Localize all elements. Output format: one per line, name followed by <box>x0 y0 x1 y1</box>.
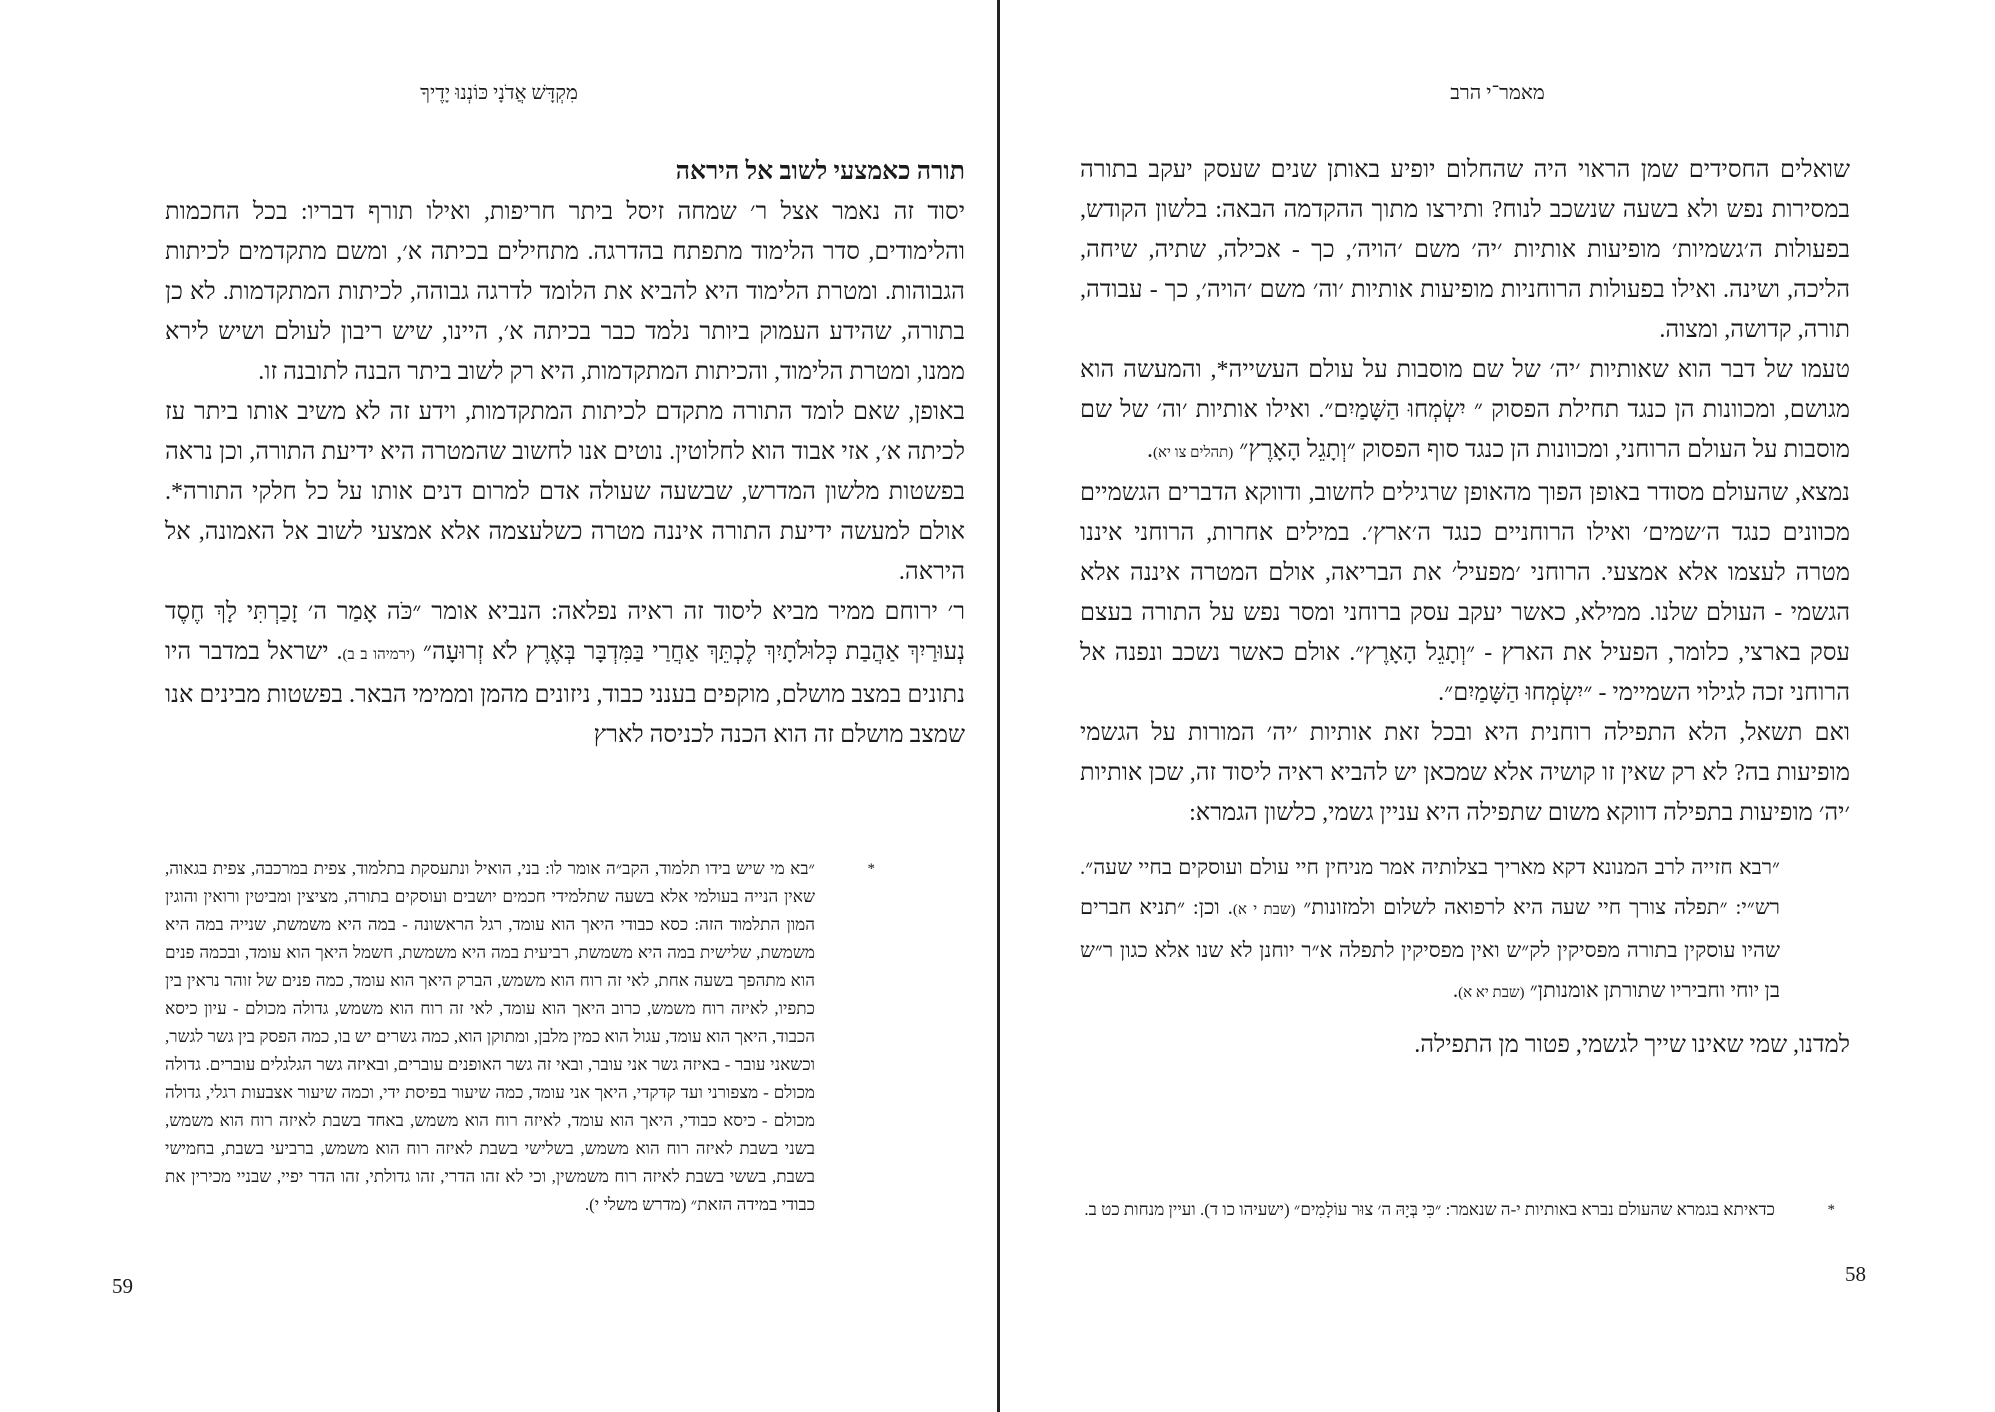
footnote-right <box>1080 1196 1835 1224</box>
conclusion: למדנו, שמי שאינו שייך לגשמי, פטור מן התפילה. <box>1414 1032 1850 1058</box>
footnote-left <box>165 855 875 1219</box>
source-reference: (ירמיהו ב ב) <box>342 647 415 663</box>
footnote-marker: * <box>1827 1202 1835 1218</box>
paragraph: יסוד זה נאמר אצל ר׳ שמחה זיסל ביתר חריפות, ואילו תורף דבריו: בכל החכמות והלימודים, סדר הלימוד מתפתח בהדרגה. מתחילים בכיתה א׳, ומשם מתקדמים לכיתות הגבוהות. ומטרת הלימוד היא להביא את הלומד לדרגה גבוהה, לכיתות המתקדמות. לא כן בתורה, שהידע העמוק ביותר נלמד כבר בכיתה א׳, היינו, שיש ריבון לעולם ושיש לירא ממנו, ומטרת הלימוד, והכיתות המתקדמות, היא רק לשוב ביתר הבנה לתובנה זו. <box>165 199 965 385</box>
paragraph-text: . <box>1147 437 1154 463</box>
footnote-text: כדאיתא בגמרא שהעולם נברא באותיות י-ה שנאמר: ״כִּי בְּיָהּ ה׳ צוּר עוֹלָמִים״ (ישעיהו כו ד). ועיין מנחות כט ב. <box>1084 1200 1775 1219</box>
source-reference: (שבת יא א) <box>1458 985 1525 1001</box>
source-reference: (שבת י א) <box>1232 902 1296 918</box>
paragraph: באופן, שאם לומד התורה מתקדם לכיתות המתקדמות, וידע זה לא משיב אותו ביתר עז לכיתה א׳, אזי אבוד הוא לחלוטין. נוטים אנו לחשוב שהמטרה היא ידיעת התורה, וכן נראה בפשטות מלשון המדרש, שבשעה שעולה אדם למרום דנים אותו על כל חלקי התורה*. אולם למעשה ידיעת התורה איננה מטרה כשלעצמה אלא אמצעי לשוב אל האמונה, אל היראה. <box>165 399 965 585</box>
quote-text: ״רבא חזייה לרב המנונא דקא מאריך בצלותיה אמר מניחין חיי עולם ועוסקים בחיי שעה״. רש״י: ״תפלה צורך חיי שעה היא לרפואה לשלום ולמזונות״ <box>1080 855 1780 919</box>
paragraph-text: טעמו של דבר הוא שאותיות ׳יה׳ של שם מוסבות על עולם העשייה*, והמעשה הוא מגושם, ומכוונות הן כנגד תחילת הפסוק ״ יִשְׂמְחוּ הַשָּׁמַיִם״. ואילו אותיות ׳וה׳ של שם מוסבות על העולם הרוחני, ומכוונות הן כנגד סוף הפסוק ״וְתָגֵל הָאָרֶץ״ <box>1080 357 1850 463</box>
page-number-right: 58 <box>1845 1262 1866 1286</box>
running-head-left: מִקְדָּשׁ אֲדֹנָי כּוֹנְנוּ יָדֶיךָ <box>420 82 578 104</box>
paragraph <box>165 592 965 755</box>
paragraph: שואלים החסידים שמן הראוי היה שהחלום יופיע באותן שנים שעסק יעקב בתורה במסירות נפש ולא בשעה שנשכב לנוח? ותירצו מתוך ההקדמה הבאה: בלשון הקודש, בפעולות ה׳גשמיות׳ מופיעות אותיות ׳יה׳ משם ׳הויה׳, כך - אכילה, שתיה, שיחה, הליכה, ושינה. ואילו בפעולות הרוחניות מופיעות אותיות ׳וה׳ משם ׳הויה׳, כך - עבודה, תורה, קדושה, ומצוה. <box>1080 157 1850 343</box>
main-text-right <box>1080 150 1850 1065</box>
source-reference: (תהלים צו יא) <box>1153 445 1234 461</box>
running-head-right: מאמר־י הרב <box>1450 82 1545 104</box>
quote-text: . וכן: ״תניא חברים שהיו עוסקין בתורה מפסיקין לק״ש ואין מפסיקין לתפלה א״ר יוחנן לא שנו אלא כגון ר״ש בן יוחי וחביריו שתורתן אומנותן״ <box>1080 895 1780 1002</box>
paragraph: נמצא, שהעולם מסודר באופן הפוך מהאופן שרגילים לחשוב, ודווקא הדברים הגשמיים מכוונים כנגד ה׳שמים׳ ואילו הרוחניים כנגד ה׳ארץ׳. במילים אחרות, הרוחני איננו מטרה לעצמו אלא אמצעי. הרוחני ׳מפעיל׳ את הבריאה, אולם המטרה איננה אלא הגשמי - העולם שלנו. ממילא, כאשר יעקב עסק ברוחני ומסר נפש על התורה בעצם עסק בארצי, כלומר, הפעיל את הארץ - ״וְתָגֵל הָאָרֶץ״. אולם כאשר נשכב ונפנה אל הרוחני זכה לגילוי השמיימי - ״יִשְׂמְחוּ הַשָּׁמַיִם״. <box>1080 480 1850 706</box>
footnote-marker: * <box>867 861 875 877</box>
quote-text: . <box>1452 978 1459 1002</box>
right-page <box>1000 0 1995 1412</box>
paragraph <box>1080 350 1850 473</box>
section-title: תורה כאמצעי לשוב אל היראה <box>675 158 965 185</box>
paragraph-text: ר׳ ירוחם ממיר מביא ליסוד זה ראיה נפלאה: הנביא אומר ״כֹּה אָמַר ה׳ זָכַרְתִּי לָךְ חֶסֶד נְעוּרַיִךְ אַהֲבַת כְּלוּלֹתָיִךְ לֶכְתֵּךְ אַחֲרַי בַּמִּדְבָּר בְּאֶרֶץ לֹא זְרוּעָה״ <box>165 599 965 665</box>
paragraph-text: . ישראל במדבר היו נתונים במצב מושלם, מוקפים בענני כבוד, ניזונים מהמן וממימי הבאר. בפשטות מבינים אנו שמצב מושלם זה הוא הכנה לכניסה לארץ <box>165 639 965 748</box>
talmud-quote <box>1080 847 1780 1013</box>
paragraph: ואם תשאל, הלא התפילה רוחנית היא ובכל זאת אותיות ׳יה׳ המורות על הגשמי מופיעות בה? לא רק שאין זו קושיה אלא שמכאן יש להביא ראיה ליסוד זה, שכן אותיות ׳יה׳ מופיעות בתפילה דווקא משום שתפילה היא עניין גשמי, כלשון הגמרא: <box>1080 720 1850 826</box>
footnote-text: ״בא מי שיש בידו תלמוד, הקב״ה אומר לו: בני, הואיל ונתעסקת בתלמוד, צפית במרכבה, צפית בגאוה, שאין הנייה בעולמי אלא בשעה שתלמידי חכמים יושבים ועוסקים בתורה, מציצין ומביטין ורואין והוגין המון התלמוד הזה: כסא כבודי היאך הוא עומד, רגל הראשונה - במה היא משמשת, שנייה במה היא משמשת, שלישית במה היא משמשת, רביעית במה היא משמשת, חשמל היאך הוא עומד, ובכמה פנים הוא מתהפך בשעה אחת, לאי זה רוח הוא משמש, הברק היאך הוא עומד, כמה פנים של זוהר נראין בין כתפיו, לאיזה רוח משמש, כרוב היאך הוא עומד, לאי זה רוח הוא משמש, גדולה מכולם - עיון כיסא הכבוד, היאך הוא עומד, עגול הוא כמין מלבן, ומתוקן הוא, כמה גשרים יש בו, כמה הפסק בין גשר לגשר, וכשאני עובר - באיזה גשר אני עובר, ובאי זה גשר האופנים עוברים, ובאיזה גשר הגלגלים עוברים. גדולה מכולם - מצפורני ועד קדקדי, היאך אני עומד, כמה שיעור בפיסת ידי, וכמה שיעור אצבעות רגלי, גדולה מכולם - כיסא כבודי, היאך הוא עומד, לאיזה רוח הוא משמש, באחד בשבת לאיזה רוח הוא משמש, בשני בשבת לאיזה רוח הוא משמש, בשלישי בשבת לאיזה רוח הוא משמש, ברביעי בשבת, בחמישי בשבת, בששי בשבת לאיזה רוח משמשין, וכי לא זהו הדרי, זהו גדולתי, זהו הדר יפיי, שבניי מכירין את כבודי במידה הזאת״ (מדרש משלי י). <box>165 859 815 1214</box>
page-number-left: 59 <box>112 1274 133 1298</box>
main-text-left <box>165 152 965 755</box>
